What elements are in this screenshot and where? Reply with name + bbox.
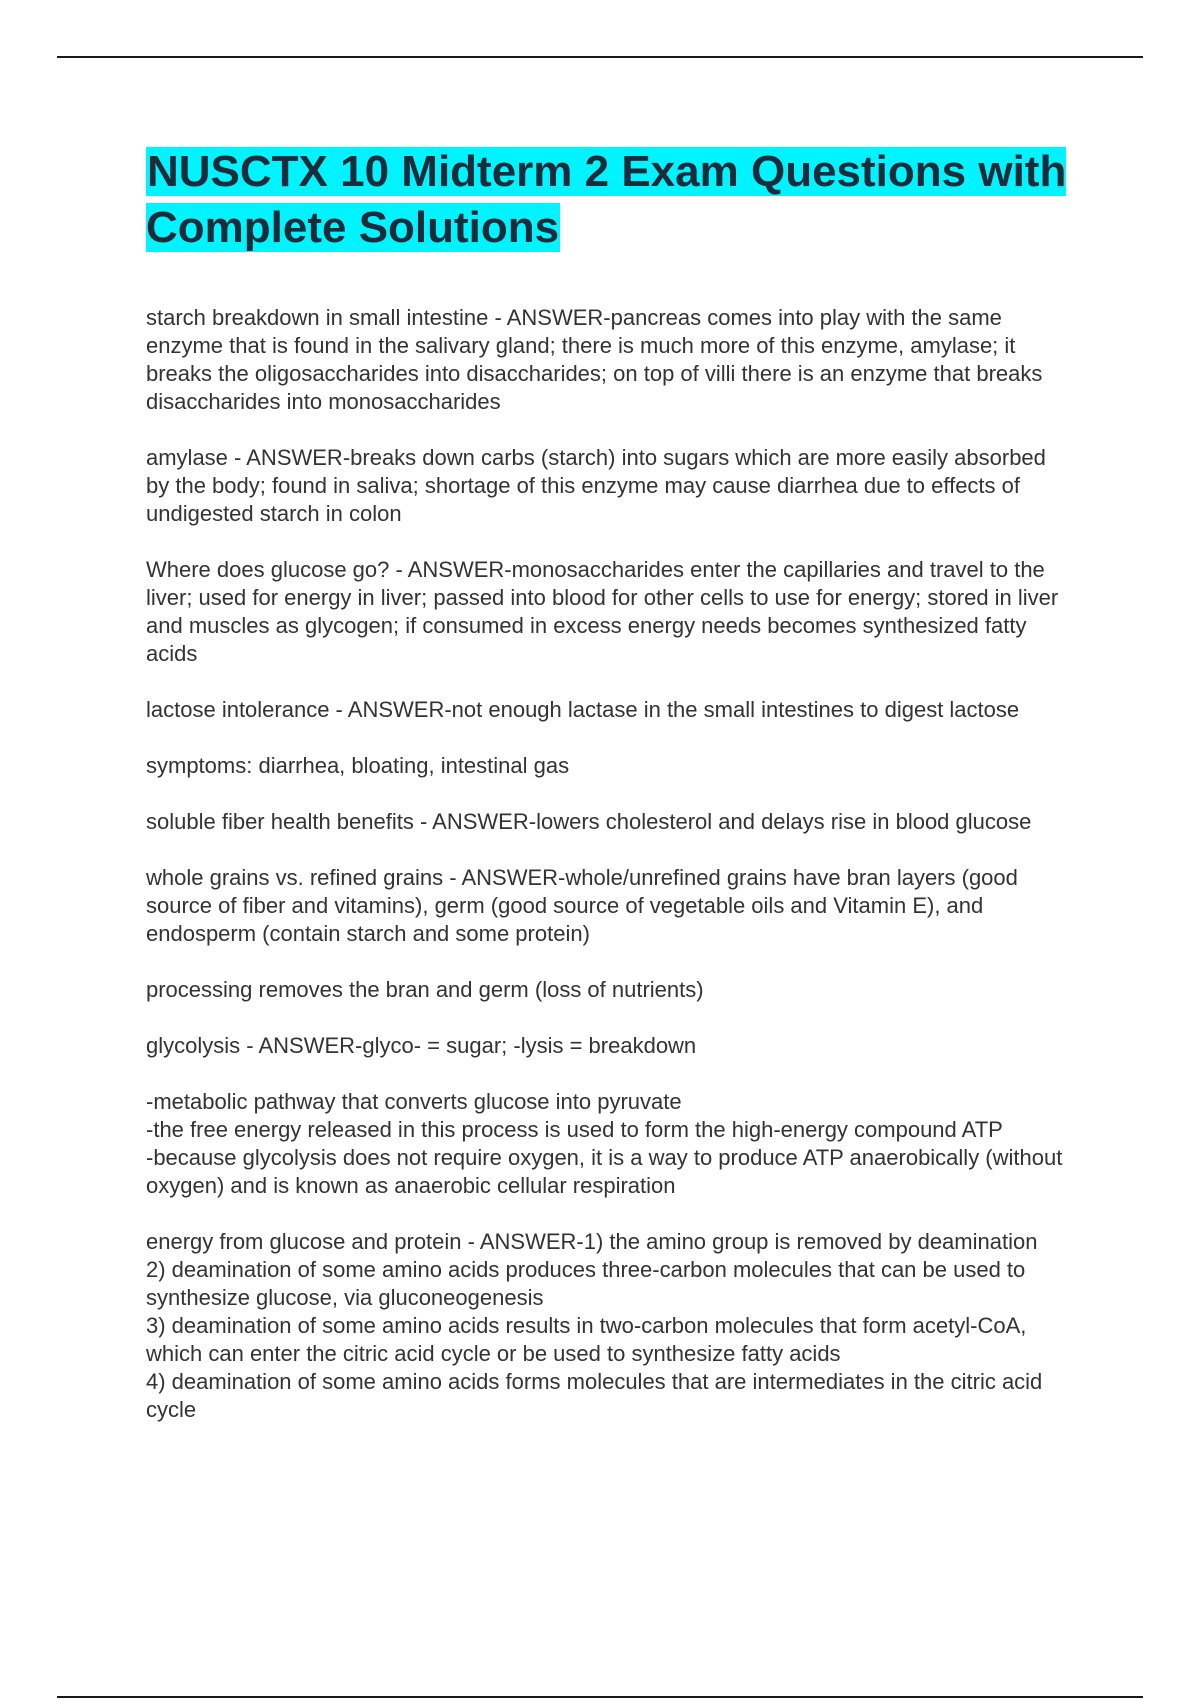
- qa-lactose-intolerance: lactose intolerance - ANSWER-not enough lactase in the small intestines to digest lactose: [146, 697, 1020, 722]
- document-title: [146, 144, 1106, 256]
- qa-where-glucose-goes: Where does glucose go? - ANSWER-monosaccharides enter the capillaries and travel to the liver; used for energy in liver; passed into blood for other cells to use for energy; stored in liver and muscles as glycogen; if consumed in excess energy needs becomes synthesized fatty acids: [146, 557, 1059, 666]
- lactose-symptoms: symptoms: diarrhea, bloating, intestinal gas: [146, 753, 570, 778]
- qa-soluble-fiber: soluble fiber health benefits - ANSWER-lowers cholesterol and delays rise in blood glucose: [146, 809, 1032, 834]
- qa-glycolysis: glycolysis - ANSWER-glyco- = sugar; -lysis = breakdown: [146, 1033, 697, 1058]
- title-highlight: NUSCTX 10 Midterm 2 Exam Questions with Complete Solutions: [146, 147, 1067, 252]
- qa-amylase: amylase - ANSWER-breaks down carbs (starch) into sugars which are more easily absorbed by the body; found in saliva; shortage of this enzyme may cause diarrhea due to effects of undigested starch in colon: [146, 445, 1046, 526]
- glycolysis-details: -metabolic pathway that converts glucose into pyruvate -the free energy released in this process is used to form the high-energy compound ATP -because glycolysis does not require oxygen, it is a way to produce ATP anaerobically (without oxygen) and is known as anaerobic cellular respiration: [146, 1089, 1063, 1198]
- qa-starch-breakdown: starch breakdown in small intestine - ANSWER-pancreas comes into play with the same enzyme that is found in the salivary gland; there is much more of this enzyme, amylase; it breaks the oligosaccharides into disaccharides; on top of villi there is an enzyme that breaks disaccharides into monosaccharides: [146, 305, 1043, 414]
- document-body: [146, 304, 1066, 1452]
- top-rule: [57, 56, 1143, 58]
- qa-energy-glucose-protein: energy from glucose and protein - ANSWER-1) the amino group is removed by deamination 2) deamination of some amino acids produces three-carbon molecules that can be used to synthesize glucose, via gluconeogenesis 3) deamination of some amino acids results in two-carbon molecules that form acetyl-CoA, which can enter the citric acid cycle or be used to synthesize fatty acids 4) deamination of some amino acids forms molecules that are intermediates in the citric acid cycle: [146, 1229, 1043, 1422]
- bottom-rule: [57, 1696, 1143, 1698]
- grain-processing-note: processing removes the bran and germ (loss of nutrients): [146, 977, 704, 1002]
- qa-whole-vs-refined-grains: whole grains vs. refined grains - ANSWER-whole/unrefined grains have bran layers (good source of fiber and vitamins), germ (good source of vegetable oils and Vitamin E), and endosperm (contain starch and some protein): [146, 865, 1018, 946]
